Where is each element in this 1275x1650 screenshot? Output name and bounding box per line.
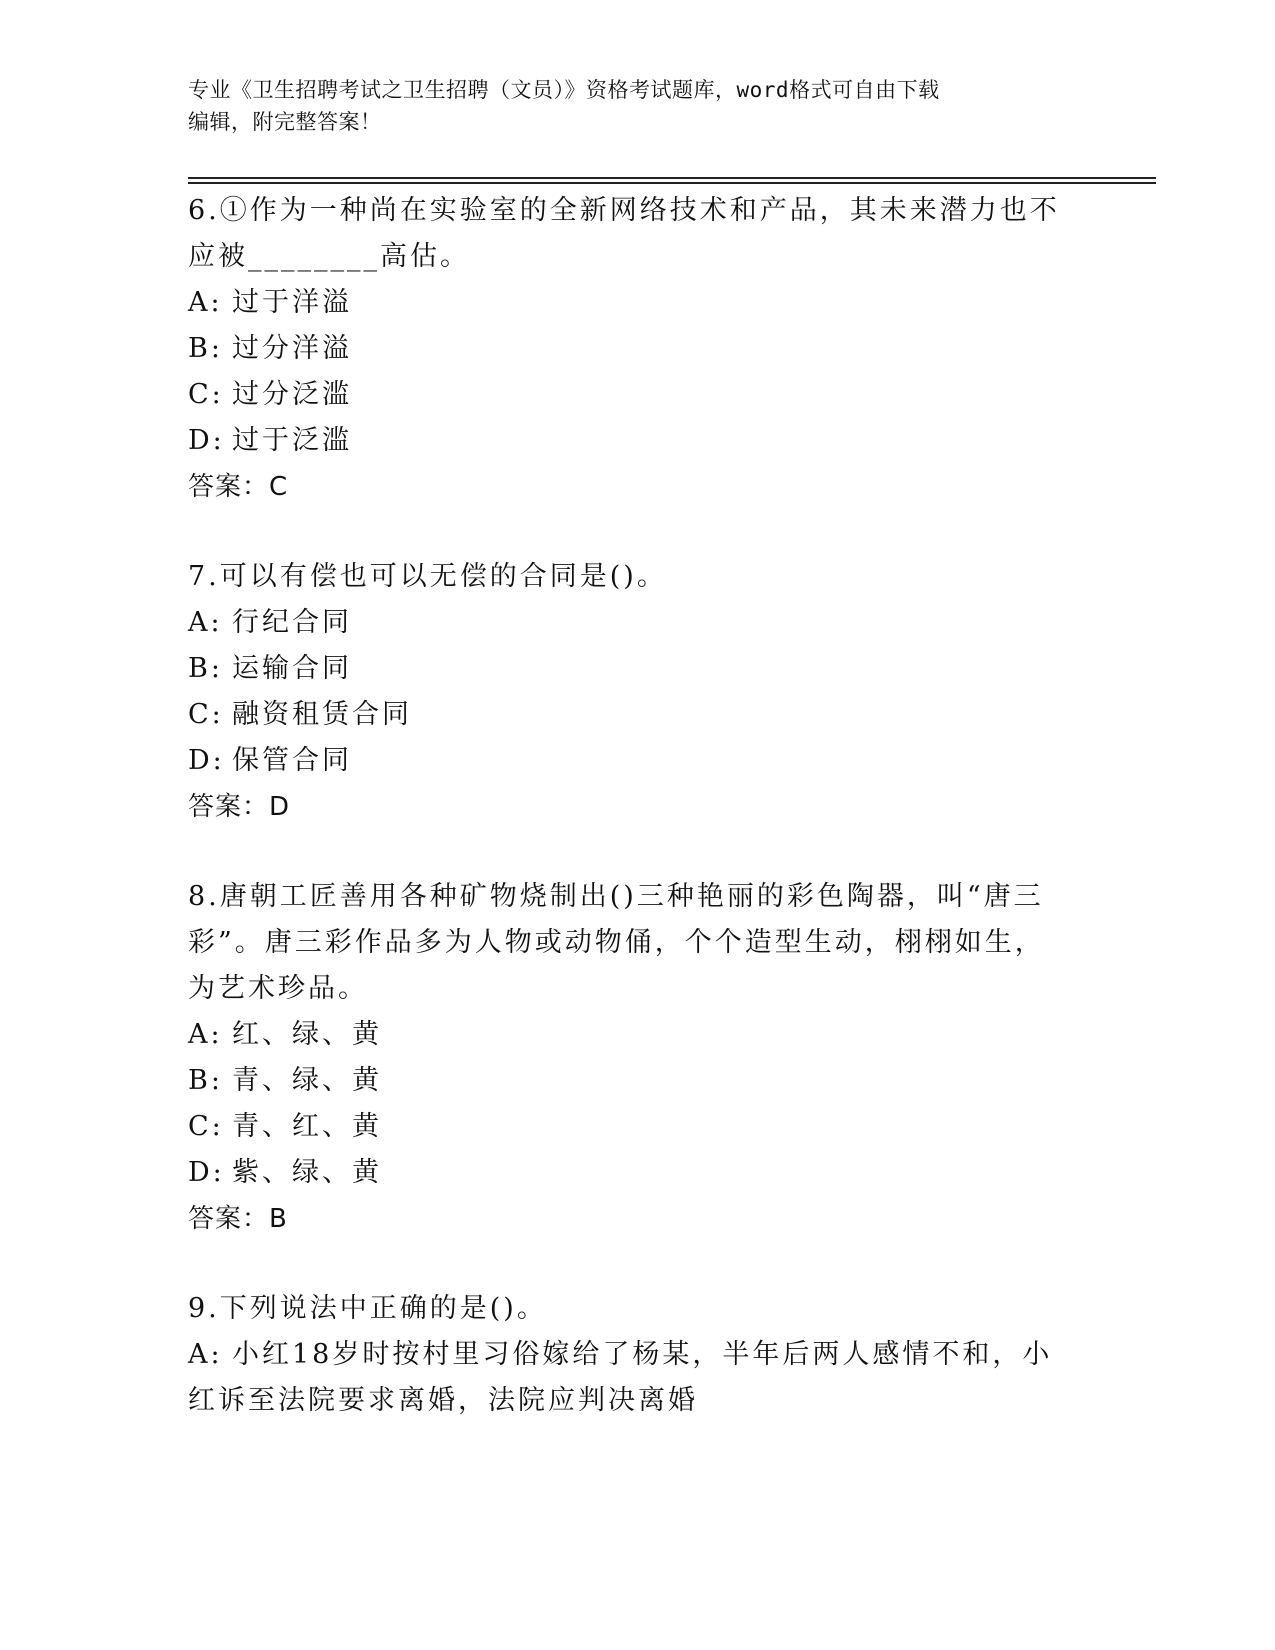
question-6 [188,188,1088,510]
option-a [188,1012,1088,1058]
header-divider-top [188,177,1156,179]
option-letter: C: [188,1111,224,1142]
answer-line: 答案：D [188,792,291,822]
option-text: 紫、绿、黄 [232,1157,382,1188]
option-text: 小红18岁时按村里习俗嫁给了杨某，半年后两人感情不和，小红诉至法院要求离婚，法院应判决离婚 [188,1339,1053,1416]
option-b [188,326,1088,372]
question-text: 8.唐朝工匠善用各种矿物烧制出()三种艳丽的彩色陶器，叫“唐三彩”。唐三彩作品多为人物或动物俑，个个造型生动，栩栩如生，为艺术珍品。 [188,881,1045,1004]
answer-line: 答案：B [188,1204,288,1234]
question-9 [188,1286,1088,1424]
option-letter: B: [188,333,223,364]
question-text: 6.①作为一种尚在实验室的全新网络技术和产品，其未来潜力也不应被________高估。 [188,195,1060,272]
option-a [188,600,1088,646]
spacer [188,510,1088,554]
option-text: 青、绿、黄 [232,1065,382,1096]
option-letter: C: [188,699,224,730]
option-text: 过于泛滥 [232,425,352,456]
question-text: 7.可以有偿也可以无偿的合同是()。 [188,561,667,592]
option-c [188,372,1088,418]
option-text: 保管合同 [232,745,352,776]
option-letter: D: [188,745,225,776]
option-a [188,1332,1068,1424]
option-c [188,692,1088,738]
option-b [188,1058,1088,1104]
option-text: 运输合同 [232,653,352,684]
option-d [188,738,1088,784]
option-text: 融资租赁合同 [232,699,412,730]
option-d [188,418,1088,464]
option-letter: D: [188,1157,225,1188]
header-line-2: 编辑，附完整答案！ [188,110,382,134]
spacer [188,830,1088,874]
option-text: 过分洋溢 [232,333,352,364]
option-letter: C: [188,379,224,410]
spacer [188,1242,1088,1286]
question-text: 9.下列说法中正确的是()。 [188,1293,547,1324]
option-a [188,280,1088,326]
option-letter: B: [188,653,223,684]
option-text: 行纪合同 [232,607,352,638]
document-header [188,74,1068,138]
option-c [188,1104,1088,1150]
question-7 [188,554,1088,830]
option-b [188,646,1088,692]
option-text: 青、红、黄 [232,1111,382,1142]
option-text: 红、绿、黄 [232,1019,382,1050]
header-divider-bottom [188,182,1156,184]
header-line-1: 专业《卫生招聘考试之卫生招聘（文员）》资格考试题库，word格式可自由下载 [188,78,940,102]
option-letter: D: [188,425,225,456]
question-list [188,188,1088,1424]
option-text: 过于洋溢 [232,287,352,318]
answer-line: 答案：C [188,472,289,502]
question-8 [188,874,1088,1242]
option-letter: A: [188,1339,223,1370]
option-text: 过分泛滥 [232,379,352,410]
option-letter: A: [188,607,223,638]
option-letter: B: [188,1065,223,1096]
option-d [188,1150,1088,1196]
option-letter: A: [188,287,223,318]
option-letter: A: [188,1019,223,1050]
